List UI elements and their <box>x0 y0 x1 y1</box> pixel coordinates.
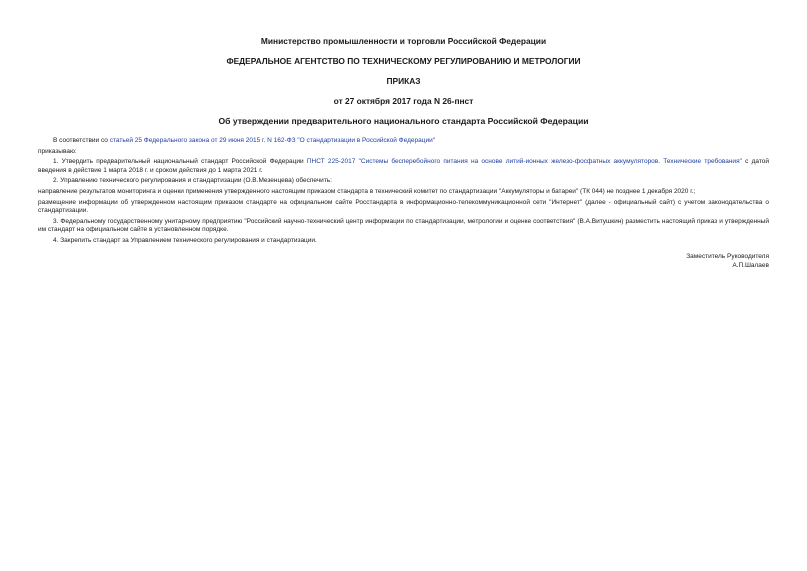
item-1-prefix: 1. Утвердить предварительный национальный стандарт Российской Федерации <box>53 158 307 166</box>
subject-heading: Об утверждении предварительного национального стандарта Российской Федерации <box>218 116 589 126</box>
federal-law-link[interactable]: статьей 25 Федерального закона от 29 июня 2015 г. N 162-ФЗ "О стандартизации в Российской Федерации" <box>109 137 436 144</box>
intro-prefix: В соответствии со <box>53 137 110 144</box>
item-2a-paragraph: направление результатов мониторинга и оценки применения утвержденного настоящим приказом стандарта в технический комитет по стандартизации "Аккумуляторы и батареи" (ТК 044) не позднее 1 декабря 2020 г.; <box>38 187 696 195</box>
date-number-heading: от 27 октября 2017 года N 26-пнст <box>333 96 474 106</box>
document-page <box>38 32 769 271</box>
signatory-name: А.П.Шалаев <box>732 262 769 270</box>
order-word: приказываю: <box>38 147 77 155</box>
signatory-title: Заместитель Руководителя <box>686 252 769 260</box>
document-body <box>38 137 769 246</box>
item-4-paragraph: 4. Закрепить стандарт за Управлением технического регулирования и стандартизации. <box>53 236 317 244</box>
document-type-heading: ПРИКАЗ <box>386 76 421 86</box>
item-2b-paragraph: размещение информации об утвержденном настоящим приказом стандарте на официальном сайте Росстандарта в информационно-телекоммуникационной сети "Интернет" (далее - официальный сайт) с учетом законодательства о стандартизации. <box>38 198 769 215</box>
ministry-heading: Министерство промышленности и торговли Российской Федерации <box>260 36 547 46</box>
intro-paragraph <box>38 137 769 146</box>
item-1-paragraph <box>38 158 769 175</box>
item-3-paragraph: 3. Федеральному государственному унитарному предприятию "Российский научно-технический центр информации по стандартизации, метрологии и оценке соответствия" (В.А.Витушкин) разместить настоящий приказ и утвержденный им стандарт на официальном сайте в установленном порядке. <box>38 217 769 234</box>
item-2-paragraph: 2. Управлению технического регулирования и стандартизации (О.В.Мезенцева) обеспечить: <box>53 177 332 185</box>
item-1-suffix: с датой введения в действие 1 марта 2018 г. и сроком действия до 1 марта 2021 г. <box>38 158 770 174</box>
signature-block <box>38 252 769 271</box>
agency-heading: ФЕДЕРАЛЬНОЕ АГЕНТСТВО ПО ТЕХНИЧЕСКОМУ РЕГУЛИРОВАНИЮ И МЕТРОЛОГИИ <box>226 56 581 66</box>
standard-link[interactable]: ПНСТ 225-2017 "Системы бесперебойного питания на основе литий-ионных железо-фосфатных аккумуляторов. Технические требования" <box>306 158 742 166</box>
